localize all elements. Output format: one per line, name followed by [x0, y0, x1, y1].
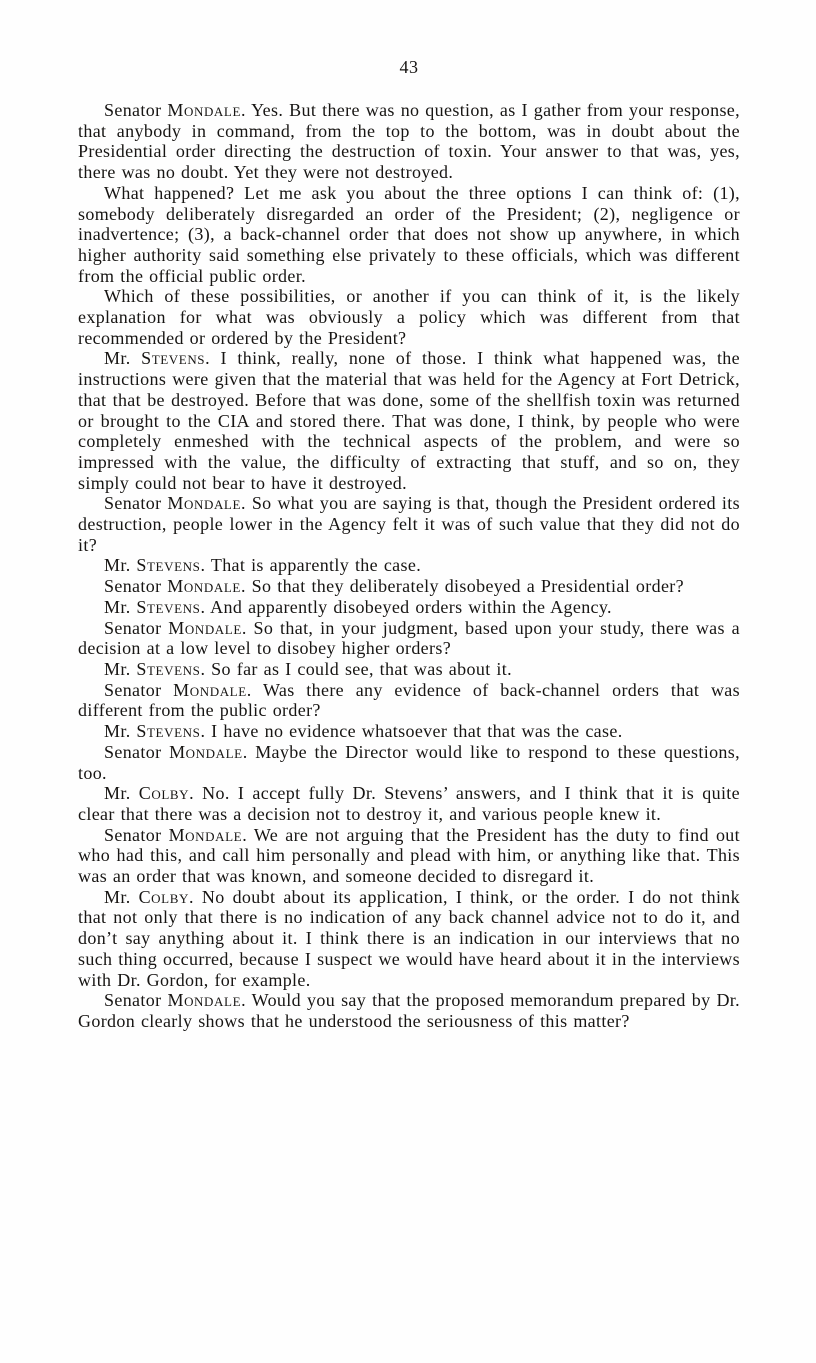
transcript-paragraph: Mr. Stevens. And apparently disobeyed orders within the Agency. — [104, 596, 612, 617]
speaker-name: Mr. Stevens. — [104, 555, 206, 576]
speaker-name: Mr. Stevens. — [104, 721, 206, 742]
speaker-name: Senator Mondale. — [104, 741, 248, 762]
transcript-paragraph: Senator Mondale. Would you say that the proposed memorandum prepared by Dr. Gordon clearly shows that he understood the seriousness of this matter? — [78, 990, 740, 1031]
speaker-name: Mr. Colby. — [104, 886, 194, 907]
speaker-name: Mr. Stevens. — [104, 596, 206, 617]
transcript-paragraph: Senator Mondale. Yes. But there was no question, as I gather from your response, that anybody in command, from the top to the bottom, was in doubt about the Presidential order directing the destruction of toxin. Your answer to that was, yes, there was no doubt. Yet they were not destroyed. — [78, 100, 740, 183]
speaker-name: Mr. Colby. — [104, 783, 194, 804]
speaker-name: Mr. Stevens. — [104, 658, 206, 679]
transcript-paragraph: Senator Mondale. So that they deliberately disobeyed a Presidential order? — [104, 576, 684, 597]
transcript-body — [78, 100, 740, 1032]
transcript-paragraph: Senator Mondale. Was there any evidence of back-channel orders that was different from the public order? — [78, 679, 740, 721]
speaker-name: Senator Mondale. — [104, 576, 246, 597]
transcript-paragraph: Mr. Stevens. So far as I could see, that was about it. — [104, 658, 512, 679]
transcript-paragraph: Which of these possibilities, or another if you can think of it, is the likely explanation for what was obviously a policy which was different from that recommended or ordered by the President? — [78, 286, 740, 348]
transcript-paragraph: Mr. Stevens. I have no evidence whatsoever that that was the case. — [104, 721, 623, 742]
transcript-paragraph: Senator Mondale. So that, in your judgment, based upon your study, there was a decision at a low level to disobey higher orders? — [78, 617, 740, 659]
speaker-name: Senator Mondale. — [104, 100, 246, 120]
transcript-paragraph: Senator Mondale. So what you are saying is that, though the President ordered its destruction, people lower in the Agency felt it was of such value that they did not do it? — [78, 493, 740, 555]
speaker-name: Senator Mondale. — [104, 679, 252, 700]
speaker-name: Senator Mondale. — [104, 990, 246, 1011]
speaker-name: Senator Mondale. — [104, 493, 246, 514]
transcript-paragraph: Mr. Colby. No doubt about its application, I think, or the order. I do not think that not only that there is no indication of any back channel advice not to do it, and don’t say anything about it. I think there is an indication in our interviews that no such thing occurred, because I suspect we would have heard about it in the interviews with Dr. Gordon, for example. — [78, 886, 740, 990]
transcript-paragraph: Mr. Stevens. That is apparently the case. — [104, 555, 422, 576]
transcript-paragraph: Mr. Stevens. I think, really, none of those. I think what happened was, the instructions were given that the material that was held for the Agency at Fort Detrick, that that be destroyed. Before that was done, some of the shellfish toxin was returned or brought to the CIA and stored there. That was done, I think, by people who were completely enmeshed with the technical aspects of the problem, and were so impressed with the value, the difficulty of extracting that stuff, and so on, they simply could not bear to have it destroyed. — [78, 348, 740, 493]
speaker-name: Senator Mondale. — [104, 824, 248, 845]
transcript-paragraph: Senator Mondale. Maybe the Director would like to respond to these questions, too. — [78, 741, 740, 783]
speaker-name: Senator Mondale. — [104, 617, 247, 638]
page-number: 43 — [399, 57, 419, 77]
transcript-paragraph: Senator Mondale. We are not arguing that the President has the duty to find out who had this, and call him personally and plead with him, or anything like that. This was an order that was known, and someone decided to disregard it. — [78, 824, 740, 887]
transcript-paragraph: What happened? Let me ask you about the three options I can think of: (1), somebody deliberately disregarded an order of the President; (2), negligence or inadvertence; (3), a back-channel order that does not show up anywhere, in which higher authority said something else privately to these officials, which was different from the official public order. — [78, 182, 740, 286]
speaker-name: Mr. Stevens. — [104, 348, 210, 369]
transcript-paragraph: Mr. Colby. No. I accept fully Dr. Stevens’ answers, and I think that it is quite clear that there was a decision not to destroy it, and various people knew it. — [78, 783, 740, 824]
